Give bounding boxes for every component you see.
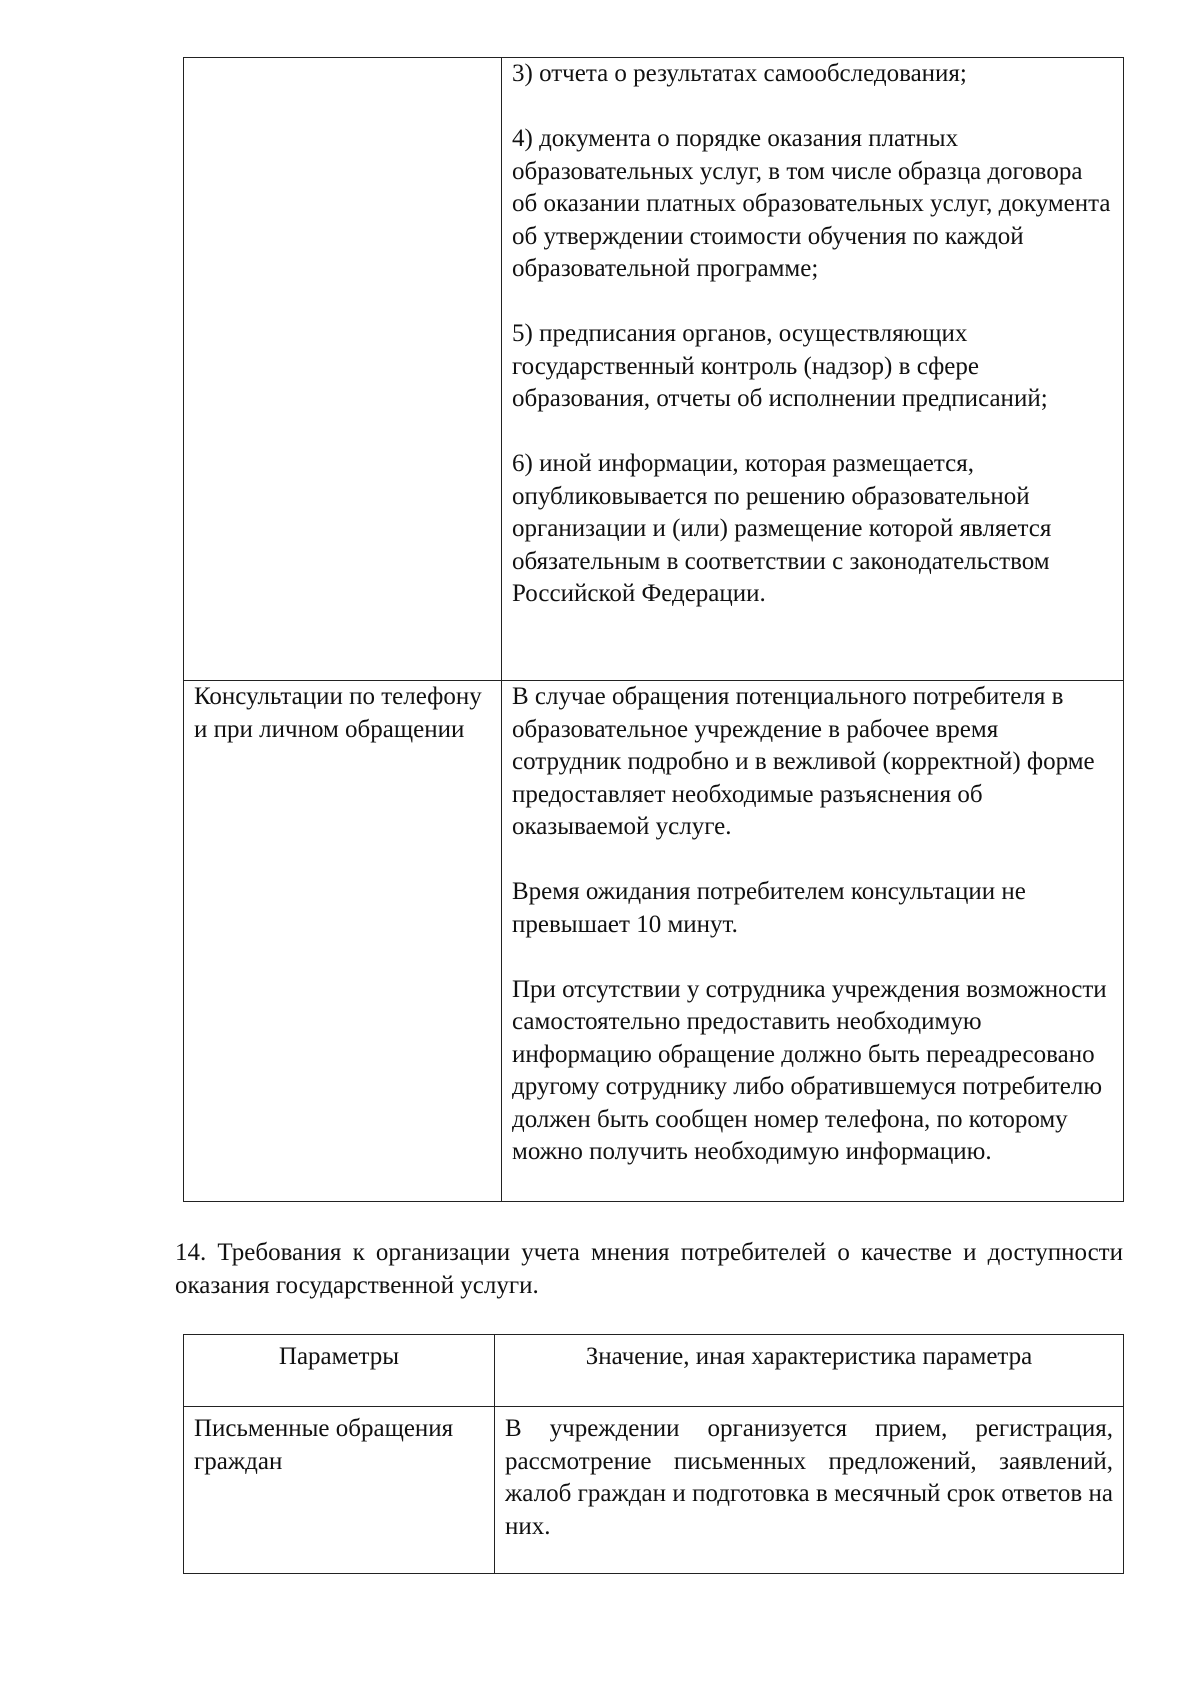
- table-cell-value: В учреждении организуется прием, регистрация, рассмотрение письменных предложений, заявлений, жалоб граждан и подготовка в месячный срок ответов на них.: [495, 1407, 1124, 1574]
- table-row: [184, 58, 1124, 681]
- column-header-value: Значение, иная характеристика параметра: [495, 1335, 1124, 1407]
- table-row: [184, 681, 1124, 1202]
- table-cell-parameter: Консультации по телефону и при личном обращении: [184, 681, 502, 1202]
- column-header-parameters: Параметры: [184, 1335, 495, 1407]
- table-header-row: [184, 1335, 1124, 1407]
- paragraph: В случае обращения потенциального потребителя в образовательное учреждение в рабочее время сотрудник подробно и в вежливой (корректной) форме предоставляет необходимые разъяснения об оказываемой услуге.: [512, 683, 1095, 840]
- table-cell-value: [502, 58, 1124, 681]
- list-item: 5) предписания органов, осуществляющих государственный контроль (надзор) в сфере образования, отчеты об исполнении предписаний;: [512, 320, 1048, 412]
- table-cell-parameter: [184, 58, 502, 681]
- list-item: 4) документа о порядке оказания платных образовательных услуг, в том числе образца договора об оказании платных образовательных услуг, документа об утверждении стоимости обучения по каждой образовательной программе;: [512, 125, 1111, 282]
- feedback-table: [183, 1334, 1124, 1574]
- section-heading: 14. Требования к организации учета мнения потребителей о качестве и доступности оказания государственной услуги.: [175, 1239, 1123, 1299]
- table-cell-parameter: Письменные обращения граждан: [184, 1407, 495, 1574]
- list-item: 6) иной информации, которая размещается, опубликовывается по решению образовательной организации и (или) размещение которой является обязательным в соответствии с законодательством Российской Федерации.: [512, 450, 1052, 607]
- info-table: [183, 57, 1124, 1202]
- table-row: [184, 1407, 1124, 1574]
- paragraph: При отсутствии у сотрудника учреждения возможности самостоятельно предоставить необходимую информацию обращение должно быть переадресовано другому сотруднику либо обратившемуся потребителю должен быть сообщен номер телефона, по которому можно получить необходимую информацию.: [512, 975, 1107, 1165]
- table-cell-value: [502, 681, 1124, 1202]
- paragraph: Время ожидания потребителем консультации не превышает 10 минут.: [512, 878, 1026, 938]
- list-item: 3) отчета о результатах самообследования;: [512, 60, 967, 87]
